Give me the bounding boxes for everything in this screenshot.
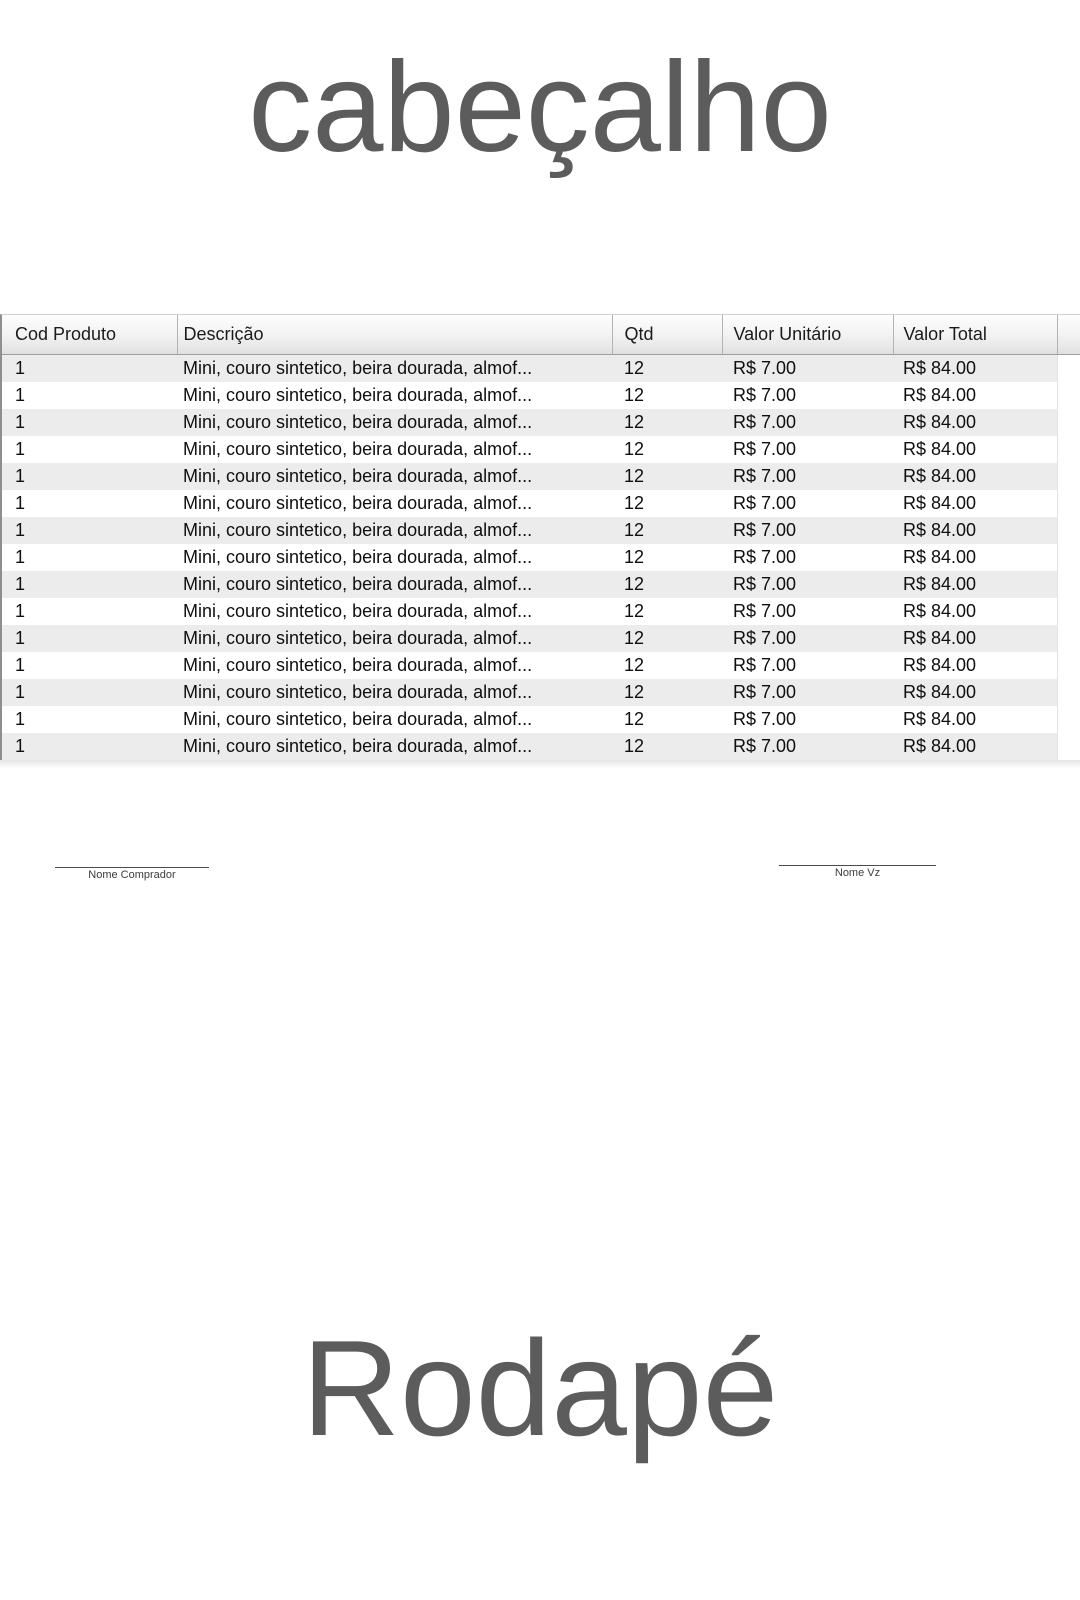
cell-cod: 1: [2, 571, 177, 598]
cell-vu: R$ 7.00: [722, 679, 893, 706]
table-row: [2, 517, 1080, 544]
cell-qtd: 12: [612, 733, 722, 760]
cell-qtd: 12: [624, 655, 645, 675]
cell-qtd: 12: [612, 679, 722, 706]
cell-qtd: 12: [612, 625, 722, 652]
cell-filler: [1057, 436, 1080, 463]
products-table-element: [2, 315, 1080, 760]
cell-filler: [1057, 517, 1080, 544]
cell-vu: R$ 7.00: [722, 733, 893, 760]
column-header-filler: [1057, 315, 1080, 355]
cell-filler: [1057, 355, 1080, 383]
products-table: [0, 314, 1080, 760]
cell-filler: [1057, 409, 1080, 436]
table-row: [2, 652, 1080, 679]
cell-vt: R$ 84.00: [893, 490, 1057, 517]
cell-vt: R$ 84.00: [893, 517, 1057, 544]
cell-filler: [1057, 490, 1080, 517]
table-row: [2, 463, 1080, 490]
table-row: [2, 409, 1080, 436]
table-row: [2, 490, 1080, 517]
cell-vu: R$ 7.00: [722, 355, 893, 383]
seller-signature-block: [779, 865, 936, 879]
cell-vu: R$ 7.00: [722, 517, 893, 544]
table-row: [2, 598, 1080, 625]
cell-qtd: 12: [624, 601, 645, 621]
cell-vu: R$ 7.00: [733, 385, 797, 405]
cell-desc: Mini, couro sintetico, beira dourada, almof...: [183, 493, 533, 513]
column-header-desc: Descrição: [177, 315, 612, 355]
report-footer-title: Rodapé: [301, 1312, 779, 1464]
column-header-qtd: Qtd: [612, 315, 722, 355]
cell-cod: 1: [15, 655, 26, 675]
cell-vt: R$ 84.00: [893, 355, 1057, 383]
report-header-title: cabeçalho: [248, 36, 832, 179]
cell-vt: R$ 84.00: [893, 652, 1057, 679]
cell-filler: [1057, 463, 1080, 490]
cell-desc: Mini, couro sintetico, beira dourada, almof...: [183, 385, 533, 405]
cell-cod: 1: [15, 385, 26, 405]
table-header-row: [2, 315, 1080, 355]
cell-vt: R$ 84.00: [893, 544, 1057, 571]
table-row: [2, 625, 1080, 652]
cell-qtd: 12: [612, 571, 722, 598]
cell-desc: Mini, couro sintetico, beira dourada, almof...: [183, 601, 533, 621]
cell-vu: R$ 7.00: [733, 439, 797, 459]
cell-filler: [1057, 382, 1080, 409]
cell-cod: 1: [2, 409, 177, 436]
cell-vt: R$ 84.00: [893, 409, 1057, 436]
table-row: [2, 706, 1080, 733]
cell-vu: R$ 7.00: [722, 625, 893, 652]
table-row: [2, 382, 1080, 409]
cell-qtd: 12: [624, 493, 645, 513]
table-row: [2, 436, 1080, 463]
table-row: [2, 733, 1080, 760]
cell-cod: 1: [2, 517, 177, 544]
table-row: [2, 544, 1080, 571]
cell-desc: Mini, couro sintetico, beira dourada, almof...: [177, 625, 612, 652]
cell-filler: [1057, 679, 1080, 706]
cell-filler: [1057, 571, 1080, 598]
cell-filler: [1057, 598, 1080, 625]
cell-vu: R$ 7.00: [722, 463, 893, 490]
cell-qtd: 12: [612, 355, 722, 383]
cell-vu: R$ 7.00: [733, 547, 797, 567]
cell-vu: R$ 7.00: [733, 493, 797, 513]
cell-desc: Mini, couro sintetico, beira dourada, almof...: [177, 463, 612, 490]
cell-qtd: 12: [612, 409, 722, 436]
cell-cod: 1: [2, 463, 177, 490]
cell-cod: 1: [2, 625, 177, 652]
cell-qtd: 12: [624, 385, 645, 405]
cell-filler: [1057, 706, 1080, 733]
cell-desc: Mini, couro sintetico, beira dourada, almof...: [177, 409, 612, 436]
table-body: [2, 355, 1080, 761]
cell-vt: R$ 84.00: [893, 598, 1057, 625]
column-header-cod: Cod Produto: [2, 315, 177, 355]
cell-qtd: 12: [624, 709, 645, 729]
cell-filler: [1057, 652, 1080, 679]
cell-filler: [1057, 733, 1080, 760]
cell-desc: Mini, couro sintetico, beira dourada, almof...: [183, 547, 533, 567]
cell-desc: Mini, couro sintetico, beira dourada, almof...: [177, 733, 612, 760]
cell-vt: R$ 84.00: [893, 436, 1057, 463]
cell-cod: 1: [15, 547, 26, 567]
cell-cod: 1: [15, 493, 26, 513]
cell-cod: 1: [15, 709, 26, 729]
table-row: [2, 355, 1080, 383]
cell-vt: R$ 84.00: [893, 625, 1057, 652]
cell-qtd: 12: [612, 463, 722, 490]
seller-signature-label: Nome Vz: [834, 867, 881, 879]
cell-vu: R$ 7.00: [733, 601, 797, 621]
cell-desc: Mini, couro sintetico, beira dourada, almof...: [177, 571, 612, 598]
cell-desc: Mini, couro sintetico, beira dourada, almof...: [183, 709, 533, 729]
cell-vu: R$ 7.00: [722, 571, 893, 598]
cell-vt: R$ 84.00: [893, 706, 1057, 733]
column-header-vt: Valor Total: [893, 315, 1057, 355]
cell-cod: 1: [15, 601, 26, 621]
cell-vu: R$ 7.00: [722, 409, 893, 436]
cell-vu: R$ 7.00: [733, 709, 797, 729]
cell-cod: 1: [2, 733, 177, 760]
cell-cod: 1: [2, 355, 177, 383]
cell-cod: 1: [2, 679, 177, 706]
column-header-vu: Valor Unitário: [722, 315, 893, 355]
cell-desc: Mini, couro sintetico, beira dourada, almof...: [183, 439, 533, 459]
table-row: [2, 679, 1080, 706]
cell-filler: [1057, 544, 1080, 571]
buyer-signature-block: [55, 867, 209, 881]
cell-vt: R$ 84.00: [893, 679, 1057, 706]
cell-vu: R$ 7.00: [733, 655, 797, 675]
cell-qtd: 12: [624, 439, 645, 459]
cell-vt: R$ 84.00: [893, 733, 1057, 760]
cell-qtd: 12: [624, 547, 645, 567]
cell-vt: R$ 84.00: [893, 571, 1057, 598]
cell-vt: R$ 84.00: [893, 382, 1057, 409]
cell-vt: R$ 84.00: [893, 463, 1057, 490]
cell-filler: [1057, 625, 1080, 652]
cell-desc: Mini, couro sintetico, beira dourada, almof...: [183, 655, 533, 675]
table-bottom-edge: [0, 760, 1080, 769]
cell-desc: Mini, couro sintetico, beira dourada, almof...: [177, 679, 612, 706]
cell-cod: 1: [15, 439, 26, 459]
buyer-signature-label: Nome Comprador: [88, 869, 176, 881]
cell-desc: Mini, couro sintetico, beira dourada, almof...: [177, 517, 612, 544]
cell-qtd: 12: [612, 517, 722, 544]
cell-desc: Mini, couro sintetico, beira dourada, almof...: [177, 355, 612, 383]
table-row: [2, 571, 1080, 598]
